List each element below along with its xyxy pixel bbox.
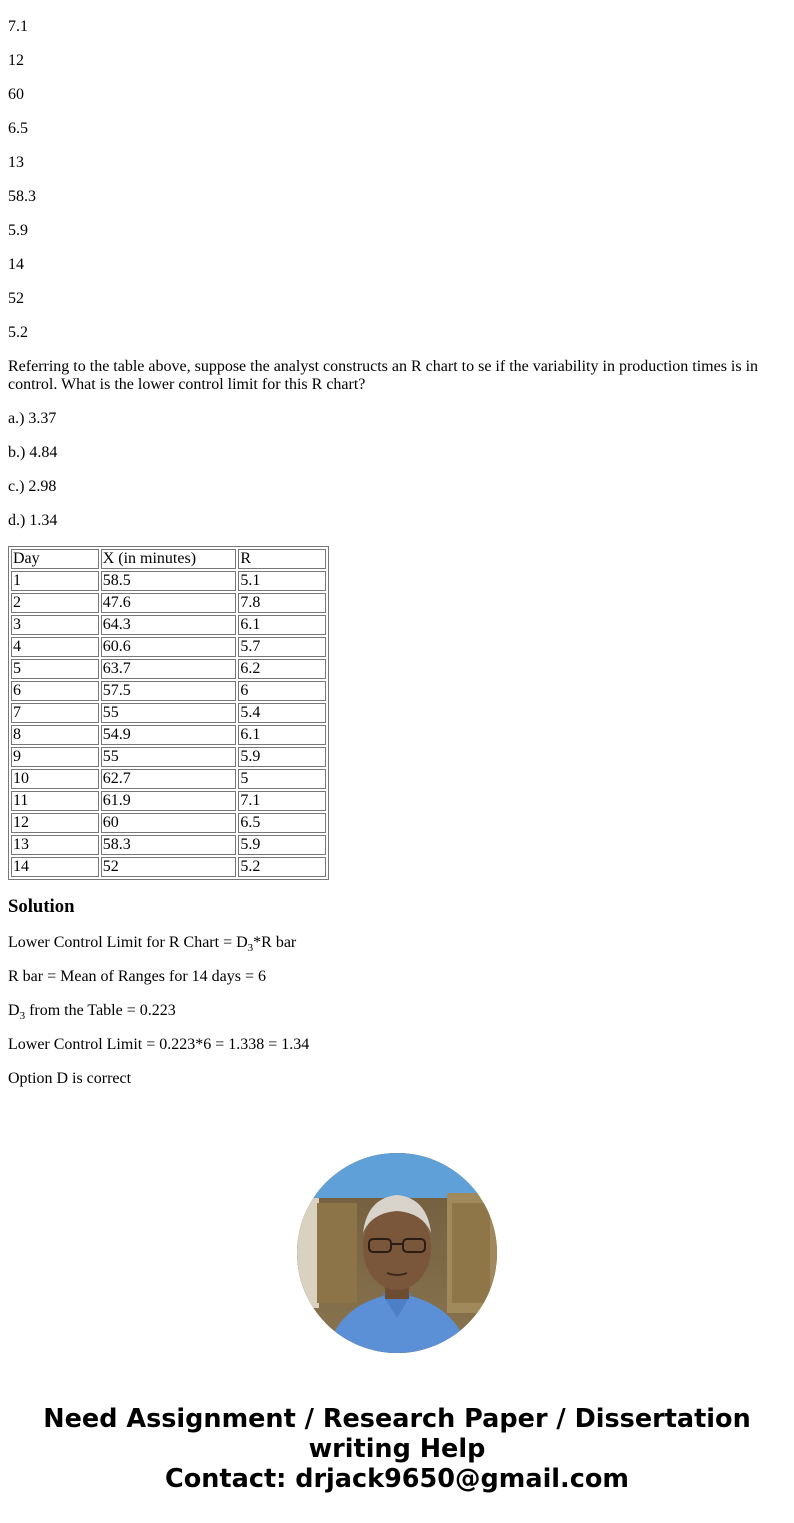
intro-value: 52 (8, 290, 24, 307)
intro-value: 6.5 (8, 120, 28, 137)
table-cell: 52 (101, 857, 237, 877)
table-cell: 14 (11, 857, 99, 877)
intro-value: 60 (8, 86, 24, 103)
table-cell: 9 (11, 747, 99, 767)
table-cell: 60.6 (101, 637, 237, 657)
table-cell: 58.5 (101, 571, 237, 591)
author-avatar (297, 1153, 497, 1353)
table-row (11, 747, 326, 767)
table-cell: 7.1 (238, 791, 326, 811)
table-cell: 5.7 (238, 637, 326, 657)
table-cell: 7 (11, 703, 99, 723)
promo-banner (0, 1404, 794, 1494)
table-row (11, 791, 326, 811)
document-body (8, 0, 786, 1104)
table-cell: 61.9 (101, 791, 237, 811)
table-cell: 12 (11, 813, 99, 833)
table-row (11, 637, 326, 657)
table-row (11, 615, 326, 635)
table-cell: 5.4 (238, 703, 326, 723)
promo-line: Need Assignment / Research Paper / Dissertation (43, 1404, 751, 1434)
table-cell: 6.2 (238, 659, 326, 679)
table-cell: 8 (11, 725, 99, 745)
table-row (11, 659, 326, 679)
solution-answer: Option D is correct (8, 1070, 132, 1087)
table-cell: 5 (11, 659, 99, 679)
table-cell: 64.3 (101, 615, 237, 635)
table-cell: 55 (101, 747, 237, 767)
table-cell: 2 (11, 593, 99, 613)
table-cell: 5.9 (238, 747, 326, 767)
intro-value: 5.2 (8, 324, 28, 341)
table-cell: 3 (11, 615, 99, 635)
promo-contact: Contact: drjack9650@gmail.com (165, 1464, 629, 1494)
table-row (11, 857, 326, 877)
table-row (11, 681, 326, 701)
table-cell: 54.9 (101, 725, 237, 745)
table-header-row (11, 549, 326, 569)
table-cell: 6.5 (238, 813, 326, 833)
table-cell: 47.6 (101, 593, 237, 613)
intro-value: 58.3 (8, 188, 36, 205)
option-d: d.) 1.34 (8, 512, 58, 529)
option-a: a.) 3.37 (8, 410, 57, 427)
table-cell: 10 (11, 769, 99, 789)
table-row (11, 703, 326, 723)
table-cell: 6.1 (238, 615, 326, 635)
table-cell: 57.5 (101, 681, 237, 701)
intro-value (8, 0, 786, 2)
table-cell: 5 (238, 769, 326, 789)
promo-line: writing Help (308, 1434, 486, 1464)
table-row (11, 593, 326, 613)
table-cell: 63.7 (101, 659, 237, 679)
table-header-cell: X (in minutes) (101, 549, 237, 569)
intro-value: 5.9 (8, 222, 28, 239)
solution-line: Lower Control Limit = 0.223*6 = 1.338 = 1.34 (8, 1036, 310, 1053)
solution-line: R bar = Mean of Ranges for 14 days = 6 (8, 968, 266, 985)
table-cell: 11 (11, 791, 99, 811)
table-cell: 6 (238, 681, 326, 701)
table-cell: 4 (11, 637, 99, 657)
table-cell: 5.1 (238, 571, 326, 591)
table-row (11, 813, 326, 833)
table-row (11, 571, 326, 591)
solution-line: Lower Control Limit for R Chart = $D_3*R$ bar (8, 934, 297, 954)
table-row (11, 835, 326, 855)
table-cell: 58.3 (101, 835, 237, 855)
intro-value: 14 (8, 256, 24, 273)
table-cell: 60 (101, 813, 237, 833)
table-cell: 13 (11, 835, 99, 855)
table-row (11, 769, 326, 789)
table-row (11, 725, 326, 745)
option-c: c.) 2.98 (8, 478, 57, 495)
solution-line: $D_3$ from the Table = 0.223 (8, 1002, 176, 1022)
table-cell: 6.1 (238, 725, 326, 745)
table-cell: 62.7 (101, 769, 237, 789)
solution-heading: Solution (8, 896, 75, 917)
author-photo-illustration (297, 1153, 497, 1353)
table-header-cell: Day (11, 549, 99, 569)
table-cell: 5.2 (238, 857, 326, 877)
data-table (8, 546, 329, 880)
intro-value: 13 (8, 154, 24, 171)
table-cell: 1 (11, 571, 99, 591)
table-header-cell: R (238, 549, 326, 569)
intro-value: 7.1 (8, 18, 28, 35)
table-cell: 6 (11, 681, 99, 701)
table-cell: 7.8 (238, 593, 326, 613)
question-text: Referring to the table above, suppose the analyst constructs an R chart to se if the variability in production times is in control. What is the lower control limit for this R chart? (8, 358, 759, 393)
table-cell: 55 (101, 703, 237, 723)
table-cell: 5.9 (238, 835, 326, 855)
intro-value: 12 (8, 52, 24, 69)
option-b: b.) 4.84 (8, 444, 58, 461)
